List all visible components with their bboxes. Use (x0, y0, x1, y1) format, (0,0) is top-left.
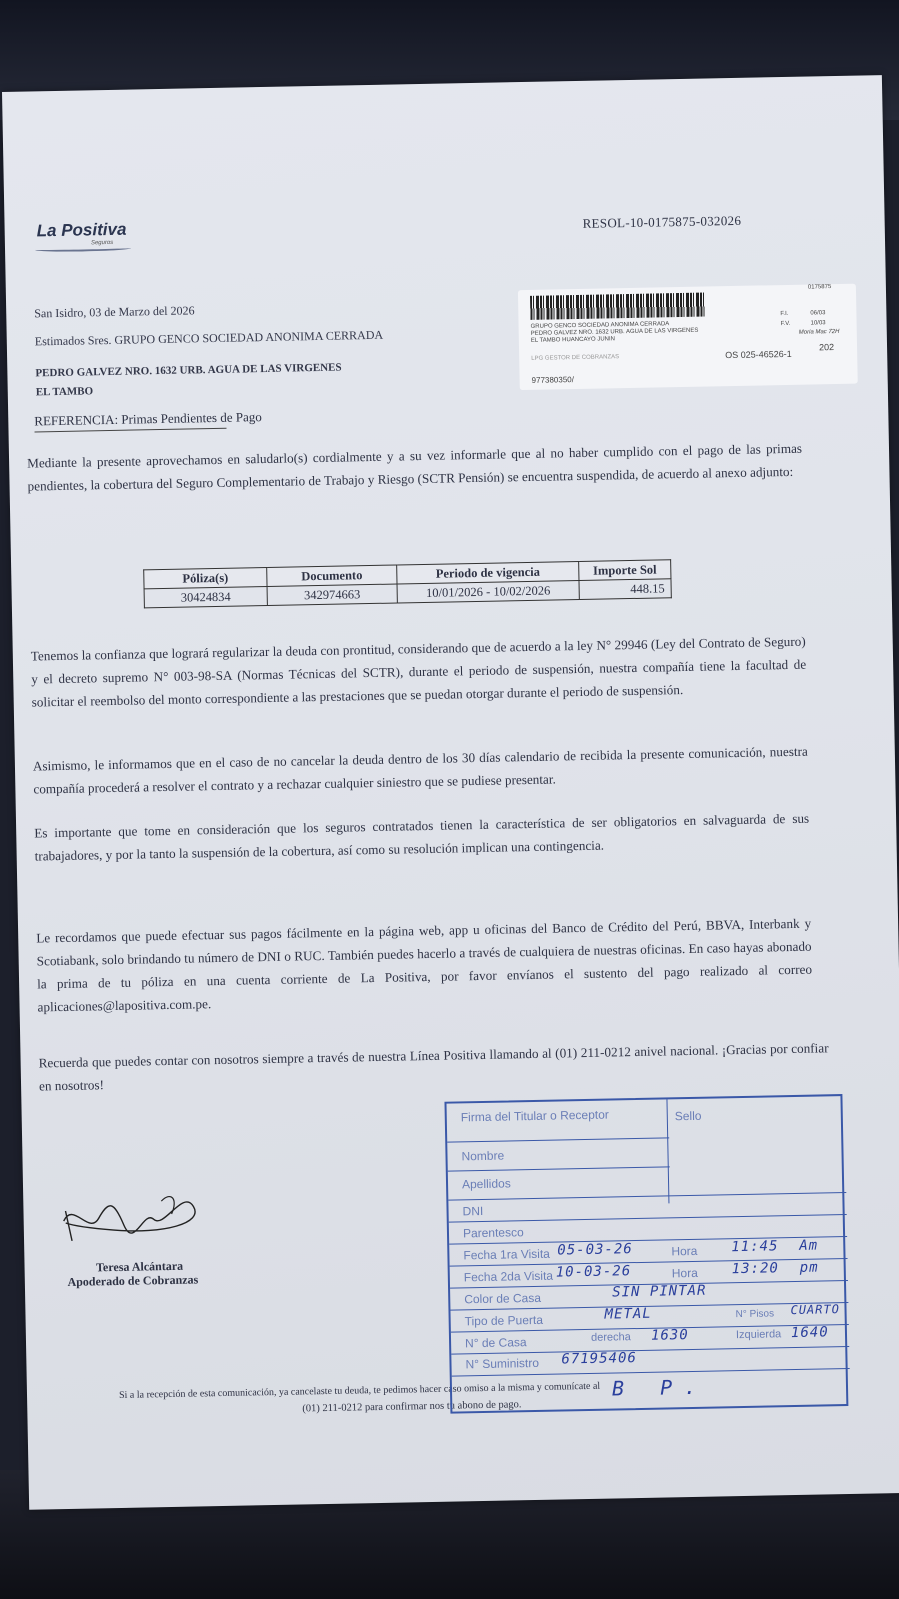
stamp-apellidos-label: Apellidos (461, 1176, 511, 1192)
logo-swoosh-icon (35, 246, 131, 253)
table-header: Importe Sol (579, 560, 671, 581)
paragraph-4: Es importante que tome en consideración que los seguros contratados tienen la característica de ser obligatorios en salvaguarda de sus trabajadores, y por la tanto la suspensión de la cobertura, así como su resolución implican una contingencia. (34, 810, 810, 864)
stamp-dni-label: DNI (462, 1203, 484, 1219)
table-header: Documento (267, 565, 397, 586)
mail-label (518, 284, 858, 390)
stamp-numcasa-label: N° de Casa (464, 1335, 527, 1351)
address-line-2: EL TAMBO (35, 385, 94, 399)
label-line-1: GRUPO GENCO SOCIEDAD ANONIMA CERRADA (530, 321, 670, 330)
stamp-suministro-label: N° Suministro (465, 1355, 540, 1372)
handwritten-hora1: 11:45 (731, 1238, 779, 1256)
company-logo: La Positiva (36, 219, 127, 241)
stamp-pisos-label: N° Pisos (735, 1308, 775, 1321)
handwritten-fecha1: 05-03-26 (557, 1241, 633, 1259)
label-fv-value: 10/03 (810, 320, 826, 327)
handwritten-izquierda: 1640 (790, 1324, 829, 1342)
handwritten-puerta: METAL (604, 1305, 652, 1323)
table-cell-poliza: 30424834 (144, 587, 267, 608)
stamp-hora1-label: Hora (671, 1243, 698, 1259)
handwritten-color: SIN PINTAR (612, 1282, 707, 1301)
logo-subtitle: Seguros (90, 239, 114, 247)
resolution-code: RESOL-10-0175875-032026 (582, 212, 742, 231)
stamp-sello-label: Sello (674, 1108, 702, 1124)
stamp-fecha2-label: Fecha 2da Visita (463, 1268, 554, 1285)
stamp-color-label: Color de Casa (464, 1290, 542, 1307)
label-line-3: EL TAMBO HUANCAYO JUNIN (530, 336, 616, 344)
paragraph-1: Mediante la presente aprovechamos en saludarlo(s) cordialmente y a su vez informarle que al no haber cumplido con el pago de las primas pendientes, la cobertura del Seguro Complementario de Trabajo y Riesgo (SCTR Pensión) se encuentra suspendida, de acuerdo al anexo adjunto: (26, 440, 803, 494)
stamp-line (448, 1166, 670, 1171)
stamp-line (449, 1214, 847, 1223)
label-line-2: PEDRO GALVEZ NRO. 1632 URB. AGUA DE LAS VIRGENES (530, 327, 699, 337)
label-os-suffix: 202 (818, 342, 835, 353)
greeting: Estimados Sres. GRUPO GENCO SOCIEDAD ANONIMA CERRADA (34, 327, 384, 349)
paragraph-3: Asimismo, le informamos que en el caso de no cancelar la deuda dentro de los 30 días calendario de recibida la presente comunicación, nuestra compañía procederá a resolver el contrato y a rechazar cualquier siniestro que se pudiese presentar. (32, 743, 808, 797)
label-fi: F.I. (780, 310, 789, 318)
stamp-derecha-label: derecha (590, 1331, 631, 1344)
paragraph-5: Le recordamos que puede efectuar sus pagos fácilmente en la página web, app u oficinas del Banco de Crédito del Perú, BBVA, Interbank y Scotiabank, solo brindando tu número de DNI o RUC. También puedes hacerlo a través de cualquiera de nuestras oficinas. En caso hayas abonado la prima de tu póliza en una cuenta corriente de La Positiva, por favor envíanos el sustento del pago realizado al correo aplicaciones@lapositiva.com.pe. (36, 915, 813, 1015)
footer-line-1: Si a la recepción de esta comunicación, ya cancelaste tu deuda, te pedimos hacer caso omiso a la misma y comunícate al (118, 1380, 601, 1401)
handwritten-pisos: CUARTO (790, 1302, 841, 1318)
stamp-fecha1-label: Fecha 1ra Visita (463, 1246, 551, 1263)
stamp-nombre-label: Nombre (461, 1148, 505, 1164)
table-cell-documento: 342974663 (267, 584, 397, 605)
label-fv: F.V. (780, 320, 791, 328)
address-line-1: PEDRO GALVEZ NRO. 1632 URB. AGUA DE LAS VIRGENES (35, 361, 342, 380)
signatory-title: Apoderado de Cobranzas (67, 1272, 199, 1289)
stamp-line (447, 1137, 669, 1142)
label-meta: Moria Mac 72H (798, 328, 840, 336)
table-cell-importe: 448.15 (579, 579, 671, 600)
label-code: 0175875 (807, 284, 832, 291)
stamp-divider (666, 1099, 669, 1203)
stamp-izquierda-label: Izquierda (735, 1328, 782, 1342)
handwritten-suministro: 67195406 (561, 1350, 638, 1368)
handwritten-ampm2: pm (799, 1259, 819, 1276)
table-header: Periodo de vigencia (397, 562, 579, 584)
label-os: OS 025-46526-1 (725, 348, 792, 361)
barcode-icon (530, 293, 705, 320)
footer-line-2: (01) 211-0212 para confirmar nos tu abono de pago. (302, 1399, 522, 1415)
handwritten-derecha: 1630 (650, 1327, 689, 1344)
label-phone: 977380350/ (531, 375, 574, 385)
stamp-puerta-label: Tipo de Puerta (464, 1312, 544, 1329)
stamp-firma-label: Firma del Titular o Receptor (460, 1107, 609, 1125)
label-fi-value: 06/03 (810, 310, 826, 317)
stamp-line (448, 1192, 846, 1201)
signatory-name: Teresa Alcántara (95, 1258, 184, 1275)
stamp-hora2-label: Hora (671, 1265, 698, 1281)
label-sector: LPG GESTOR DE COBRANZAS (531, 354, 620, 362)
reference-line: REFERENCIA: Primas Pendientes de Pago (34, 409, 262, 429)
letter-date: San Isidro, 03 de Marzo del 2026 (34, 303, 195, 321)
policy-table (143, 559, 672, 608)
stamp-parentesco-label: Parentesco (462, 1225, 524, 1241)
paragraph-6: Recuerda que puedes contar con nosotros siempre a través de nuestra Línea Positiva llamando al (01) 211-0212 anivel nacional. ¡Gracias por confiar en nosotros! (38, 1040, 829, 1094)
delivery-stamp (444, 1094, 848, 1414)
table-cell-periodo: 10/01/2026 - 10/02/2026 (397, 581, 579, 603)
handwritten-fecha2: 10-03-26 (555, 1263, 632, 1281)
handwritten-hora2: 13:20 (731, 1260, 780, 1278)
signature-scribble-icon (53, 1178, 214, 1251)
table-header: Póliza(s) (144, 568, 267, 589)
handwritten-ampm1: Am (799, 1237, 819, 1254)
handwritten-initials: B P. (611, 1374, 709, 1401)
paragraph-2: Tenemos la confianza que logrará regularizar la deuda con prontitud, considerando que de acuerdo a la ley N° 29946 (Ley del Contrato de Seguro) y el decreto supremo N° 003-98-SA (Normas Técnicas del SCTR), durante el periodo de suspensión, nuestra compañía tiene la facultad de solicitar el reembolso del monto correspondiente a las prestaciones que se puedan otorgar durante el periodo de suspensión. (30, 633, 807, 710)
letter-document (2, 75, 899, 1510)
